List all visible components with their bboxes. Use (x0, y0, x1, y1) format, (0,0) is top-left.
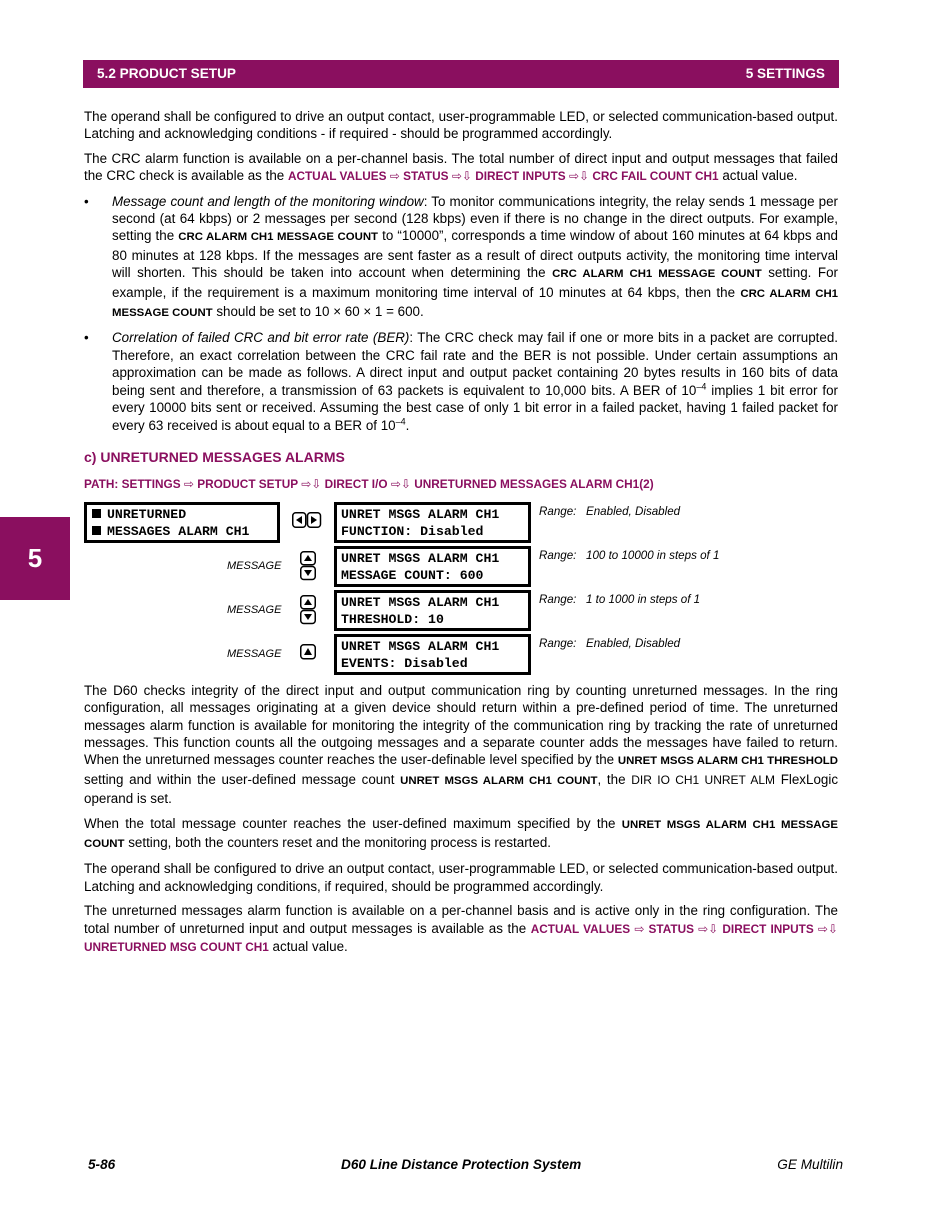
setting-name: UNRET MSGS ALARM CH1 COUNT (400, 774, 598, 787)
paragraph (84, 902, 838, 956)
display-line: UNRET MSGS ALARM CH1 (341, 594, 500, 610)
setting-display-events (334, 634, 531, 675)
range-label: Range: (539, 636, 577, 650)
range-value: Enabled, Disabled (586, 504, 681, 518)
text: FlexLogic operand is set. (84, 771, 839, 807)
list-item (84, 193, 838, 323)
path-part: UNRETURNED MSG COUNT CH1 (84, 940, 269, 954)
display-line: THRESHOLD: 10 (341, 611, 444, 627)
path-part: DIRECT I/O (324, 477, 388, 492)
path-part: ACTUAL VALUES (530, 921, 631, 936)
range-info (539, 503, 680, 520)
menu-header-display (84, 502, 280, 543)
text: . (405, 417, 410, 433)
arrow-right-down-icon: ⇨⇩ (301, 477, 322, 492)
path-part: SETTINGS (121, 477, 181, 492)
message-label: MESSAGE (227, 603, 282, 616)
paragraph (84, 150, 838, 186)
arrow-right-icon: ⇨ (389, 169, 400, 184)
range-value: Enabled, Disabled (586, 636, 681, 650)
arrow-right-icon: ⇨ (183, 477, 194, 492)
bullet-list (84, 193, 838, 434)
chapter-tab: 5 (0, 517, 70, 600)
bullet-icon: • (84, 193, 89, 209)
text: The CRC alarm function is available on a per-channel basis. The total number of direct input and output messages that failed the CRC check is available as the (84, 150, 838, 184)
range-info (539, 547, 719, 564)
text: : The CRC check may fail if one or more bits in a packet are corrupted. Therefore, an exact correlation between the CRC fail rate and the BER is not possible. Under certain assumptions an approximation can be made as follows. A direct input and output packet containing 20 bytes results in 160 bits of data being sent and therefore, a transmission of 63 packets is equivalent to 10,000 bits. A BER of 10 (112, 330, 838, 398)
document-title: D60 Line Distance Protection System (341, 1157, 582, 1172)
text: : To monitor communications integrity, the relay sends 1 message per second (at 64 kbps) or 2 messages per second (128 kbps) even if there is no change in the direct outputs. For example, setting the (112, 193, 839, 244)
display-text: MESSAGES ALARM CH1 (107, 523, 250, 539)
up-arrow-icon (300, 644, 316, 660)
menu-diagram (84, 502, 838, 682)
path-part: PRODUCT SETUP (197, 477, 298, 492)
arrow-right-down-icon: ⇨⇩ (698, 921, 719, 936)
display-line (90, 523, 273, 540)
range-label: Range: (539, 592, 577, 606)
setting-name: CRC ALARM CH1 MESSAGE COUNT (112, 287, 839, 320)
text: When the total message counter reaches the user-defined maximum specified by the (84, 815, 622, 831)
setting-display-threshold (334, 590, 531, 631)
settings-path (84, 476, 838, 493)
setting-name: CRC ALARM CH1 MESSAGE COUNT (552, 268, 762, 281)
display-line: MESSAGE COUNT: 600 (341, 567, 484, 583)
arrow-right-down-icon: ⇨⇩ (568, 169, 590, 184)
exponent: –4 (696, 381, 707, 392)
text: setting. For example, if the requirement is a maximum monitoring time interval of 10 minutes at 64 kbps, then the (112, 265, 839, 300)
paragraph (84, 682, 838, 808)
path-part: DIRECT INPUTS (475, 169, 566, 184)
text: should be set to 10 × 60 × 1 = 600. (212, 304, 424, 320)
up-down-arrows-icon (300, 595, 316, 625)
paragraph: The operand shall be configured to drive an output contact, user-programmable LED, or selected communication-based output. Latching and acknowledging conditions, if required, should be programmed accordingly. (84, 861, 838, 894)
text: actual value. (268, 939, 348, 954)
left-right-arrows-icon (292, 512, 322, 528)
page-body (84, 108, 838, 963)
chapter-title: 5 SETTINGS (745, 66, 825, 82)
display-line: UNRET MSGS ALARM CH1 (341, 506, 500, 522)
message-label: MESSAGE (227, 647, 282, 660)
list-item (84, 329, 838, 433)
operand-name: DIR IO CH1 UNRET ALM (631, 772, 775, 787)
item-title: Message count and length of the monitoring window (112, 193, 424, 209)
range-label: Range: (539, 504, 577, 518)
path-part: STATUS (403, 169, 449, 184)
setting-display-function (334, 502, 531, 543)
text: actual value. (718, 168, 798, 184)
arrow-right-icon: ⇨ (634, 921, 645, 936)
path-part: CRC FAIL COUNT CH1 (592, 169, 719, 184)
path-prefix: PATH: (84, 477, 119, 492)
menu-path (288, 169, 719, 183)
square-bullet-icon (92, 526, 101, 535)
setting-display-message-count (334, 546, 531, 587)
display-text: UNRETURNED (107, 506, 187, 522)
path-part: ACTUAL VALUES (287, 169, 387, 184)
setting-name: UNRET MSGS ALARM CH1 THRESHOLD (617, 755, 838, 768)
range-label: Range: (539, 548, 577, 562)
display-line: EVENTS: Disabled (341, 655, 468, 671)
text: setting and within the user-defined message count (84, 771, 401, 787)
up-down-arrows-icon (300, 551, 316, 581)
publisher: GE Multilin (777, 1157, 843, 1172)
range-info (539, 635, 680, 652)
page-number: 5-86 (88, 1157, 116, 1172)
arrow-right-down-icon: ⇨⇩ (390, 477, 411, 492)
square-bullet-icon (92, 509, 101, 518)
display-line: UNRET MSGS ALARM CH1 (341, 550, 500, 566)
text: , the (597, 771, 632, 787)
text: to “10000”, corresponds a time window of about 160 minutes at 64 kbps and 80 minutes at 128 kbps. If the messages are sent faster as a result of direct outputs activity, the monitoring time interval will shorten. This should be taken into account when determining the (112, 228, 838, 281)
item-title: Correlation of failed CRC and bit error rate (BER) (112, 330, 410, 346)
section-title: 5.2 PRODUCT SETUP (97, 66, 236, 82)
range-value: 100 to 10000 in steps of 1 (586, 548, 720, 562)
display-line (90, 506, 273, 523)
page-footer (88, 1156, 843, 1174)
text: implies 1 bit error for every 10000 bits sent or received. Assuming the best case of only 1 bit error in a failed packet, having 1 failed packet for every 63 received is about equal to a BER of 10 (112, 382, 838, 433)
display-line: FUNCTION: Disabled (341, 523, 484, 539)
text: setting, both the counters reset and the monitoring process is restarted. (124, 834, 551, 850)
setting-name: UNRET MSGS ALARM CH1 MESSAGE COUNT (84, 818, 838, 850)
bullet-icon: • (84, 330, 89, 346)
display-line: UNRET MSGS ALARM CH1 (341, 638, 500, 654)
path-part: UNRETURNED MESSAGES ALARM CH1(2) (414, 477, 654, 492)
range-info (539, 591, 700, 608)
text: The D60 checks integrity of the direct input and output communication ring by counting unreturned messages. In the ring configuration, all messages originating at a given device should return within a pre-defined period of time. The unreturned messages alarm function is available for monitoring the integrity of the communication ring by tracking the rate of unreturned messages. This function counts all the outgoing messages and a separate counter adds the messages have failed to return. When the unreturned messages counter reaches the user-definable level specified by the (84, 682, 838, 768)
paragraph (84, 815, 838, 854)
range-value: 1 to 1000 in steps of 1 (586, 592, 701, 606)
subsection-heading: c) UNRETURNED MESSAGES ALARMS (84, 448, 345, 465)
exponent: –4 (395, 416, 406, 427)
path-part: STATUS (648, 921, 694, 936)
setting-name: CRC ALARM CH1 MESSAGE COUNT (178, 231, 379, 244)
arrow-right-down-icon: ⇨⇩ (451, 169, 472, 184)
arrow-right-down-icon: ⇨⇩ (817, 921, 838, 936)
text: The unreturned messages alarm function is available on a per-channel basis and is active only in the ring configuration. The total number of unreturned input and output messages is available as the (84, 903, 838, 936)
section-header-bar (83, 60, 839, 88)
paragraph: The operand shall be configured to drive an output contact, user-programmable LED, or selected communication-based output. Latching and acknowledging conditions - if required - should be programmed accordingly. (84, 109, 838, 142)
path-part: DIRECT INPUTS (722, 921, 814, 936)
message-label: MESSAGE (227, 559, 282, 572)
